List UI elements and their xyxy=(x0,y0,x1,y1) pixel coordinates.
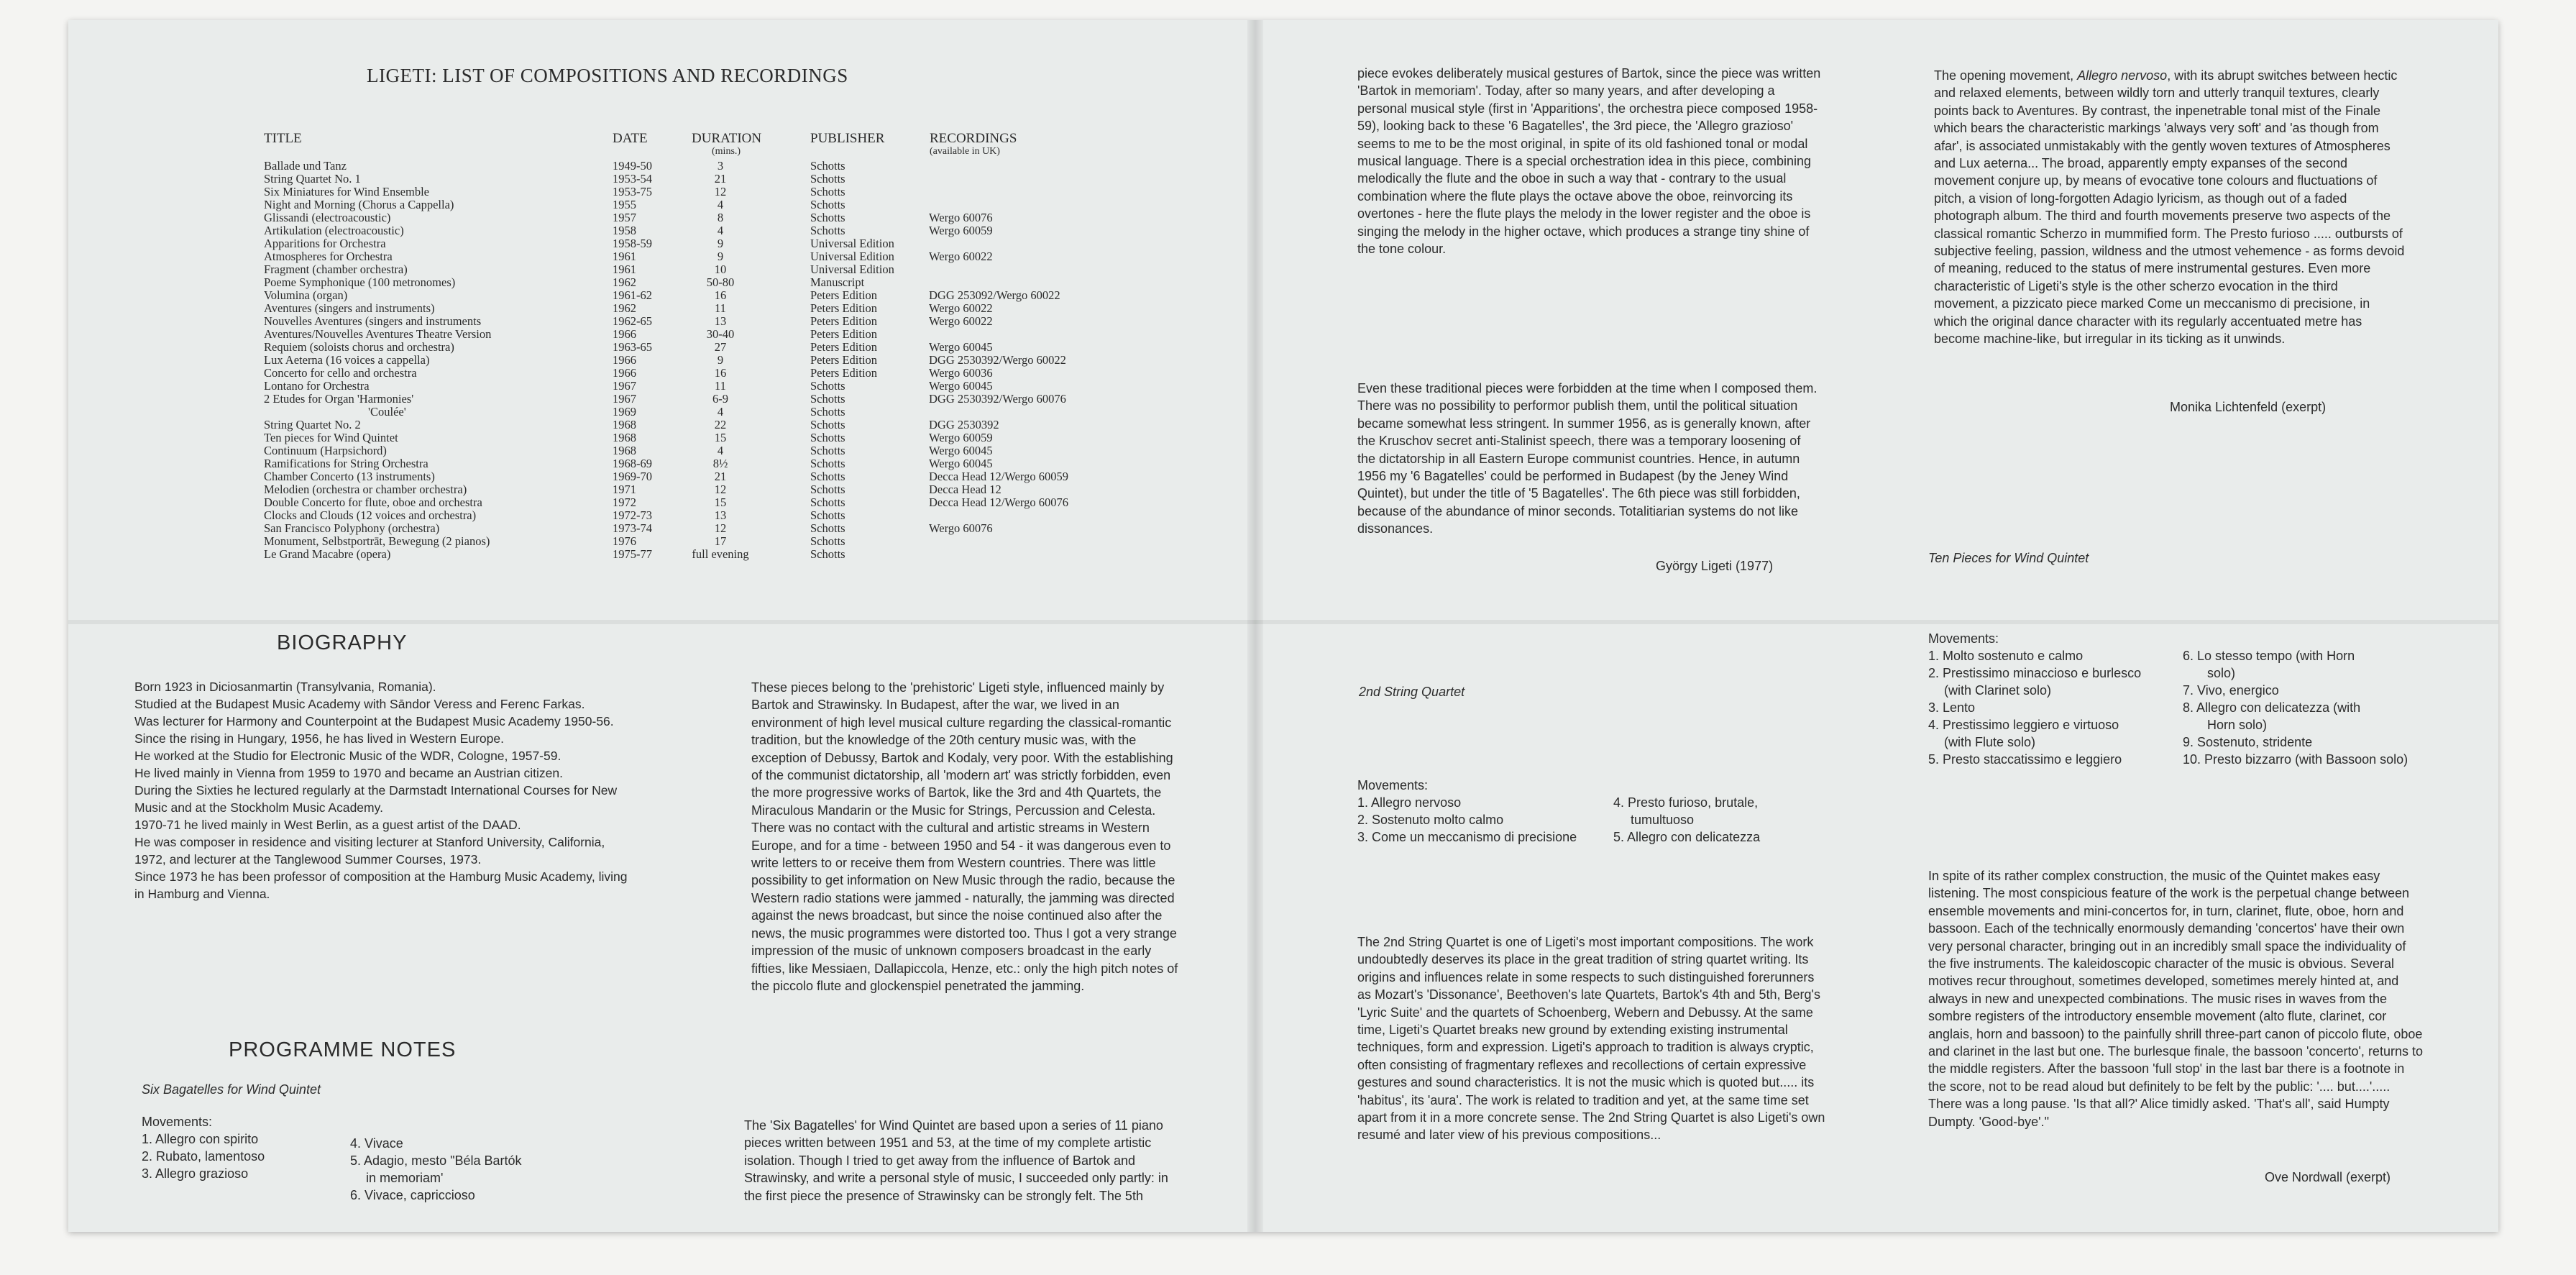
cell-date: 1969 xyxy=(613,405,636,419)
cell-recording: Decca Head 12 xyxy=(929,483,1001,496)
cell-duration: 22 xyxy=(714,418,727,431)
cell-title: Clocks and Clouds (12 voices and orchestra) xyxy=(264,508,477,522)
cell-title: Continuum (Harpsichord) xyxy=(264,444,387,457)
cell-publisher: Peters Edition xyxy=(810,301,878,315)
cell-publisher: Schotts xyxy=(810,211,845,224)
cell-title: Ramifications for String Orchestra xyxy=(264,457,428,470)
cell-duration: 11 xyxy=(715,301,726,315)
cell-date: 1968 xyxy=(613,444,636,457)
cell-publisher: Schotts xyxy=(810,379,845,393)
cell-date: 1955 xyxy=(613,198,636,211)
cell-title: 2 Etudes for Organ 'Harmonies' xyxy=(264,392,414,406)
cell-publisher: Peters Edition xyxy=(810,340,878,354)
header-recordings-note: (available in UK) xyxy=(930,146,1000,157)
cell-date: 1973-74 xyxy=(613,521,652,535)
cell-title: Aventures (singers and instruments) xyxy=(264,301,435,315)
cell-date: 1957 xyxy=(613,211,636,224)
movement-item: 2. Sostenuto molto calmo xyxy=(1357,813,1504,827)
cell-duration: 12 xyxy=(714,483,727,496)
cell-publisher: Peters Edition xyxy=(810,366,878,380)
movement-item: 1. Molto sostenuto e calmo xyxy=(1928,649,2084,663)
cell-title: Lux Aeterna (16 voices a cappella) xyxy=(264,353,430,367)
cell-duration: 11 xyxy=(715,379,726,393)
cell-date: 1972-73 xyxy=(613,508,652,522)
cell-title: Ballade und Tanz xyxy=(264,159,347,173)
quartet-notes: The 2nd String Quartet is one of Ligeti's most important compositions. The work undoubtedly deserves its place in the great tradition of string quartet writing. Its origins and influences relate in some respects to such distinguished forerunners as Mozart's 'Dissonance', Beethoven's late Quartets, Bartok's 4th and 5th, Berg's 'Lyric Suite' and the quartets of Schoenberg, Webern and Debussy. At the same time, Ligeti's Quartet breaks new ground by extending existing instrumental techniques, form and expression. Ligeti's approach to tradition is always cryptic, often consisting of fragmentary reflexes and recollections of certain expressive gestures and sound characteristics. It is not the music which is quoted but..... its 'habitus', its 'aura'. The work is related to tradition and yet, at the same time set apart from it in a more concrete sense. The 2nd String Quartet is also Ligeti's own resumé and later view of his previous compositions... xyxy=(1357,935,1825,1143)
movements-label: Movements: xyxy=(1357,778,1429,792)
cell-duration: 27 xyxy=(714,340,727,354)
cell-publisher: Schotts xyxy=(810,405,845,419)
programme-notes-heading: PROGRAMME NOTES xyxy=(229,1038,457,1061)
cell-recording: DGG 2530392/Wergo 60076 xyxy=(929,392,1066,406)
cell-date: 1968-69 xyxy=(613,457,652,470)
bio-line: Since 1973 he has been professor of composition at the Hamburg Music Academy, living in Hamburg and Vienna. xyxy=(134,869,628,901)
cell-publisher: Schotts xyxy=(810,534,845,548)
cell-publisher: Schotts xyxy=(810,431,845,444)
cell-title: Night and Morning (Chorus a Cappella) xyxy=(264,198,454,211)
cell-publisher: Manuscript xyxy=(810,275,865,289)
cell-title: Double Concerto for flute, oboe and orchestra xyxy=(264,495,482,509)
lichtenfeld-signature: Monika Lichtenfeld (exerpt) xyxy=(2170,400,2327,414)
cell-recording: Wergo 60045 xyxy=(929,457,993,470)
cell-duration: 21 xyxy=(714,470,727,483)
quintet-notes: In spite of its rather complex construction, the music of the Quintet makes easy listening. The most conspicious feature of the work is the perpetual change between ensemble movements and mini-concertos for, in turn, clarinet, flute, oboe, horn and bassoon. Each of the technically enormously demanding 'concertos' have their own very personal character, bringing out in an incredibly small space the individuality of the five instruments. The kaleidoscopic character of the music is obvious. Several motives recur throughout, sometimes developed, sometimes merely hinted at, and always in new and unexpected combinations. The music rises in waves from the sombre registers of the introductory ensemble movement (alto flute, clarinet, cor anglais, horn and bassoon) to the painfully shrill three-part canon of piccolo flute, oboe and clarinet in the last but one. The burlesque finale, the bassoon 'concerto', returns to the middle registers. After the bassoon 'full stop' in the last bar there is a footnote in the score, not to be read aloud but definitely to be felt by the public: '.... but....'..... There was a long pause. 'Is that all?' Alice timidly asked. 'That's all', said Humpty Dumpty. 'Good-bye'." xyxy=(1928,869,2423,1129)
header-duration: DURATION xyxy=(692,131,762,146)
cell-duration: 17 xyxy=(714,534,727,548)
bagatelles-notes-2: The 'Six Bagatelles' for Wind Quintet are based upon a series of 11 piano pieces written between 1951 and 53, at the time of my complete artistic isolation. Though I tried to get away from the influence of Bartok and Strawinsky, and write a personal style of music, I succeeded only partly: in the first piece the presence of Strawinsky can be strongly felt. The 5th xyxy=(744,1118,1168,1203)
cell-publisher: Schotts xyxy=(810,508,845,522)
cell-duration: 50-80 xyxy=(706,275,735,289)
cell-title: 'Coulée' xyxy=(368,405,406,419)
cell-recording: Wergo 60076 xyxy=(929,211,993,224)
cell-title: Concerto for cello and orchestra xyxy=(264,366,417,380)
cell-duration: 15 xyxy=(714,431,727,444)
cell-title: Chamber Concerto (13 instruments) xyxy=(264,470,435,483)
cell-duration: 8 xyxy=(717,211,724,224)
center-fold xyxy=(1247,20,1263,1232)
cell-date: 1976 xyxy=(613,534,636,548)
movement-item: 5. Adagio, mesto "Béla Bartók xyxy=(350,1153,522,1168)
cell-duration: 4 xyxy=(717,224,724,237)
cell-date: 1968 xyxy=(613,431,636,444)
cell-title: String Quartet No. 2 xyxy=(264,418,361,431)
movement-item: Horn solo) xyxy=(2207,718,2268,732)
bio-line: Born 1923 in Diciosanmartin (Transylvania, Romania). xyxy=(134,680,436,694)
movement-item: 5. Allegro con delicatezza xyxy=(1613,830,1761,844)
movement-item: 7. Vivo, energico xyxy=(2183,683,2279,698)
cell-date: 1949-50 xyxy=(613,159,652,173)
cell-duration: full evening xyxy=(692,547,749,561)
cell-date: 1966 xyxy=(613,366,636,380)
cell-publisher: Schotts xyxy=(810,198,845,211)
cell-date: 1958 xyxy=(613,224,636,237)
movement-item: 5. Presto staccatissimo e leggiero xyxy=(1928,752,2122,767)
cell-recording: DGG 2530392 xyxy=(929,418,999,431)
bagatelles-notes-1: These pieces belong to the 'prehistoric' Ligeti style, influenced mainly by Bartok and Strawinsky. In Budapest, after the war, we lived in an environment of high level musical culture regarding the classical-romantic tradition, but the knowledge of the 20th century music was, with the exception of Debussy, Bartok and Kodaly, very poor. With the establishing of the communist dictatorship, all 'modern art' was strictly forbidden, even the more progressive works of Bartok, like the 3rd and 4th Quartets, the Miraculous Mandarin or the Music for Strings, Percussion and Celesta. There was no contact with the cultural and artistic streams in Western Europe, and for a time - between 1950 and 54 - it was dangerous even to write letters to or receive them from Western countries. There was little possibility to get information on New Music through the radio, because the Western radio stations were jammed - naturally, the jamming was directed against the news broadcast, but since the noise continued also after the news, the music programmes were distorted too. Thus I got a very strange impression of the music of unknown composers broadcast in the early fifties, like Messiaen, Dallapiccola, Henze, etc.: only the high pitch notes of the piccolo flute and glockenspiel penetrated the jamming. xyxy=(751,680,1178,993)
cell-duration: 6-9 xyxy=(712,392,728,406)
text-run: , with its abrupt switches between hectic and relaxed elements, between wildly torn and utterly tranquil textures, clearly points back to Aventures. By contrast, the inpenetrable tonal mist of the Finale which bears the characteristic markings 'always very soft' and 'as though from afar', is associated unmistakably with the gently woven textures of Atmospheres and Lux aeterna... The broad, apparently empty expanses of the second movement conjure up, by means of evocative tone colours and fluctuations of pitch, a vision of long-forgotten Adagio lyricism, as though out of a faded photograph album. The third and fourth movements preserve two aspects of the classical romantic Scherzo in mummified form. The Presto furioso ..... outbursts of subjective feeling, passion, wildness and the utmost vehemence - as forms devoid of meaning, reduced to the status of mere instrumental gestures. Even more characteristic of Ligeti's style is the other scherzo evocation in the third movement, a pizzicato piece marked Come un meccanismo di precisione, in which the original dance character with its regularly accentuated metre has become machine-like, but irregular in its ticking as it unwinds. xyxy=(1934,68,2405,347)
cell-recording: Wergo 60022 xyxy=(929,250,993,263)
cell-duration: 16 xyxy=(714,288,727,302)
biography-text xyxy=(134,678,638,902)
cell-publisher: Schotts xyxy=(810,224,845,237)
cell-publisher: Peters Edition xyxy=(810,314,878,328)
ligeti-signature: György Ligeti (1977) xyxy=(1656,559,1774,573)
cell-duration: 9 xyxy=(717,237,724,250)
cell-publisher: Peters Edition xyxy=(810,353,878,367)
cell-duration: 16 xyxy=(714,366,727,380)
cell-title: Six Miniatures for Wind Ensemble xyxy=(264,185,430,198)
cell-publisher: Schotts xyxy=(810,444,845,457)
cell-title: Monument, Selbstportrāt, Bewegung (2 pianos) xyxy=(264,534,490,548)
cell-title: Glissandi (electroacoustic) xyxy=(264,211,391,224)
header-recordings: RECORDINGS xyxy=(930,131,1017,146)
biography-heading: BIOGRAPHY xyxy=(277,631,408,654)
movement-item: tumultuoso xyxy=(1631,813,1695,827)
cell-title: Aventures/Nouvelles Aventures Theatre Version xyxy=(264,327,492,341)
cell-date: 1966 xyxy=(613,327,636,341)
cell-publisher: Schotts xyxy=(810,495,845,509)
movement-item: 3. Lento xyxy=(1928,700,1976,715)
work-title-string-quartet: 2nd String Quartet xyxy=(1359,685,1465,699)
movement-item: 6. Vivace, capriccioso xyxy=(350,1188,475,1202)
bio-line: Was lecturer for Harmony and Counterpoint at the Budapest Music Academy 1950-56. xyxy=(134,714,614,728)
cell-publisher: Schotts xyxy=(810,547,845,561)
work-title-bagatelles: Six Bagatelles for Wind Quintet xyxy=(142,1082,321,1097)
bio-line: 1970-71 he lived mainly in West Berlin, as a guest artist of the DAAD. xyxy=(134,818,521,832)
cell-date: 1967 xyxy=(613,379,636,393)
cell-title: Fragment (chamber orchestra) xyxy=(264,262,408,276)
bio-line: He worked at the Studio for Electronic Music of the WDR, Cologne, 1957-59. xyxy=(134,749,562,763)
cell-date: 1953-75 xyxy=(613,185,652,198)
cell-duration: 4 xyxy=(717,444,724,457)
cell-title: Ten pieces for Wind Quintet xyxy=(264,431,398,444)
cell-date: 1972 xyxy=(613,495,636,509)
cell-duration: 9 xyxy=(717,353,724,367)
cell-publisher: Schotts xyxy=(810,470,845,483)
cell-title: Poeme Symphonique (100 metronomes) xyxy=(264,275,456,289)
cell-duration: 12 xyxy=(714,185,727,198)
cell-date: 1958-59 xyxy=(613,237,652,250)
movement-item: 3. Allegro grazioso xyxy=(142,1166,249,1181)
movements-label: Movements: xyxy=(142,1115,213,1129)
cell-recording: Wergo 60059 xyxy=(929,224,993,237)
cell-duration: 12 xyxy=(714,521,727,535)
cell-date: 1961 xyxy=(613,250,636,263)
cell-recording: Wergo 60045 xyxy=(929,340,993,354)
bio-line: He lived mainly in Vienna from 1959 to 1970 and became an Austrian citizen. xyxy=(134,766,564,780)
cell-date: 1961 xyxy=(613,262,636,276)
cell-publisher: Peters Edition xyxy=(810,327,878,341)
quintet-movements-right xyxy=(2183,647,2408,768)
movement-item: 9. Sostenuto, stridente xyxy=(2183,735,2313,749)
cell-recording: Wergo 60045 xyxy=(929,444,993,457)
cell-recording: DGG 2530392/Wergo 60022 xyxy=(929,353,1066,367)
nordwall-signature: Ove Nordwall (exerpt) xyxy=(2265,1170,2391,1184)
movement-item: 1. Allegro nervoso xyxy=(1357,795,1462,810)
list-title: LIGETI: LIST OF COMPOSITIONS AND RECORDINGS xyxy=(367,65,848,86)
cell-title: Atmospheres for Orchestra xyxy=(264,250,393,263)
bagatelles-movements xyxy=(142,1113,265,1182)
cell-publisher: Schotts xyxy=(810,418,845,431)
cell-title: Artikulation (electroacoustic) xyxy=(264,224,404,237)
cell-duration: 4 xyxy=(717,198,724,211)
cell-date: 1962 xyxy=(613,301,636,315)
movement-item: 4. Vivace xyxy=(350,1136,403,1151)
cell-publisher: Universal Edition xyxy=(810,237,894,250)
cell-date: 1966 xyxy=(613,353,636,367)
bio-line: Studied at the Budapest Music Academy with Sāndor Veress and Ferenc Farkas. xyxy=(134,697,585,711)
movement-item: 4. Presto furioso, brutale, xyxy=(1613,795,1759,810)
header-duration-unit: (mins.) xyxy=(712,146,741,157)
cell-title: Apparitions for Orchestra xyxy=(264,237,386,250)
cell-recording: DGG 253092/Wergo 60022 xyxy=(929,288,1060,302)
text-run: The opening movement, xyxy=(1934,68,2078,83)
movement-item: 6. Lo stesso tempo (with Horn xyxy=(2183,649,2355,663)
quartet-notes-continued xyxy=(1934,67,2405,348)
cell-date: 1968 xyxy=(613,418,636,431)
movements-label: Movements: xyxy=(1928,631,1999,646)
cell-title: Melodien (orchestra or chamber orchestra) xyxy=(264,483,467,496)
movement-item: 3. Come un meccanismo di precisione xyxy=(1357,830,1577,844)
bio-line: Since the rising in Hungary, 1956, he has lived in Western Europe. xyxy=(134,731,504,746)
quintet-movements xyxy=(1928,630,2141,768)
movement-item: 1. Allegro con spirito xyxy=(142,1132,259,1146)
cell-title: Requiem (soloists chorus and orchestra) xyxy=(264,340,454,354)
cell-duration: 9 xyxy=(717,250,724,263)
header-publisher: PUBLISHER xyxy=(810,131,885,146)
cell-title: Le Grand Macabre (opera) xyxy=(264,547,391,561)
movement-item: 4. Prestissimo leggiero e virtuoso xyxy=(1928,718,2119,732)
cell-date: 1953-54 xyxy=(613,172,652,186)
cell-duration: 30-40 xyxy=(706,327,735,341)
cell-recording: Wergo 60022 xyxy=(929,314,993,328)
cell-recording: Wergo 60045 xyxy=(929,379,993,393)
header-title: TITLE xyxy=(264,131,302,146)
cell-date: 1961-62 xyxy=(613,288,652,302)
bagatelles-movements-right xyxy=(350,1135,522,1204)
cell-duration: 10 xyxy=(714,262,727,276)
cell-publisher: Schotts xyxy=(810,185,845,198)
cell-recording: Wergo 60059 xyxy=(929,431,993,444)
movement-item: 10. Presto bizzarro (with Bassoon solo) xyxy=(2183,752,2408,767)
movement-item: in memoriam' xyxy=(366,1171,444,1185)
cell-publisher: Universal Edition xyxy=(810,250,894,263)
cell-publisher: Schotts xyxy=(810,483,845,496)
cell-publisher: Schotts xyxy=(810,521,845,535)
bio-line: He was composer in residence and visiting lecturer at Stanford University, California, 1972, and lecturer at the Tanglewood Summer Courses, 1973. xyxy=(134,835,605,867)
cell-duration: 3 xyxy=(717,159,724,173)
cell-date: 1963-65 xyxy=(613,340,652,354)
cell-duration: 8½ xyxy=(712,457,728,470)
cell-date: 1962-65 xyxy=(613,314,652,328)
movement-item: 2. Rubato, lamentoso xyxy=(142,1149,265,1164)
quartet-movements xyxy=(1357,777,1577,846)
work-title-wind-quintet: Ten Pieces for Wind Quintet xyxy=(1928,551,2089,565)
cell-publisher: Schotts xyxy=(810,159,845,173)
movement-item: solo) xyxy=(2207,666,2236,680)
cell-duration: 13 xyxy=(714,314,727,328)
header-date: DATE xyxy=(613,131,648,146)
cell-duration: 13 xyxy=(714,508,727,522)
bagatelles-notes-4: Even these traditional pieces were forbidden at the time when I composed them. There was no possibility to performor publish them, until the political situation became somewhat less stringent. In summer 1956, as is generally known, after the Kruschov secret anti-Stalinist speech, there was a temporary loosening of the dictatorship in all Eastern Europe communist countries. Hence, in autumn 1956 my '6 Bagatelles' could be performed in Budapest (by the Jeney Wind Quintet), but under the title of '5 Bagatelles'. The 6th piece was still forbidden, because of the abundance of minor seconds. Totalitiarian systems do not like dissonances. xyxy=(1357,381,1818,536)
quartet-movements-right xyxy=(1613,794,1760,846)
bio-line: During the Sixties he lectured regularly at the Darmstadt International Courses for New Music and at the Stockholm Music Academy. xyxy=(134,783,618,815)
cell-duration: 21 xyxy=(714,172,727,186)
movement-item: 2. Prestissimo minaccioso e burlesco xyxy=(1928,666,2142,680)
cell-date: 1967 xyxy=(613,392,636,406)
movement-item: 8. Allegro con delicatezza (with xyxy=(2183,700,2361,715)
cell-publisher: Schotts xyxy=(810,457,845,470)
cell-title: String Quartet No. 1 xyxy=(264,172,361,186)
bagatelles-notes-3: piece evokes deliberately musical gestures of Bartok, since the piece was written 'Bartok in memoriam'. Today, after so many years, and after developing a personal musical style (first in 'Apparitions', the orchestra piece composed 1958-59), looking back to these '6 Bagatelles', the 3rd piece, the 'Allegro grazioso' seems to me to be the most original, in spite of its old fashioned tonal or modal musical language. There is a special orchestration idea in this piece, combining melodically the flute and the oboe in such a way that - contrary to the usual combination where the flute plays the octave above the oboe, reinvorcing its overtones - here the flute plays the melody in the lower register and the oboe is singing the melody in the higher octave, which produces a strange tiny shine of the tone colour. xyxy=(1357,66,1821,257)
cell-recording: Wergo 60076 xyxy=(929,521,993,535)
cell-publisher: Schotts xyxy=(810,392,845,406)
cell-title: Nouvelles Aventures (singers and instruments xyxy=(264,314,482,328)
cell-date: 1962 xyxy=(613,275,636,289)
cell-duration: 4 xyxy=(717,405,724,419)
cell-date: 1971 xyxy=(613,483,636,496)
movement-item: (with Clarinet solo) xyxy=(1944,683,2052,698)
cell-publisher: Universal Edition xyxy=(810,262,894,276)
cell-recording: Wergo 60036 xyxy=(929,366,993,380)
cell-date: 1969-70 xyxy=(613,470,652,483)
cell-recording: Decca Head 12/Wergo 60059 xyxy=(929,470,1069,483)
cell-duration: 15 xyxy=(714,495,727,509)
cell-recording: Wergo 60022 xyxy=(929,301,993,315)
cell-title: San Francisco Polyphony (orchestra) xyxy=(264,521,440,535)
cell-recording: Decca Head 12/Wergo 60076 xyxy=(929,495,1069,509)
cell-publisher: Schotts xyxy=(810,172,845,186)
cell-publisher: Peters Edition xyxy=(810,288,878,302)
horizontal-fold xyxy=(68,620,2498,624)
cell-title: Lontano for Orchestra xyxy=(264,379,370,393)
cell-date: 1975-77 xyxy=(613,547,652,561)
movement-item: (with Flute solo) xyxy=(1944,735,2036,749)
cell-title: Volumina (organ) xyxy=(264,288,348,302)
text-run-italic: Allegro nervoso xyxy=(2077,68,2168,83)
